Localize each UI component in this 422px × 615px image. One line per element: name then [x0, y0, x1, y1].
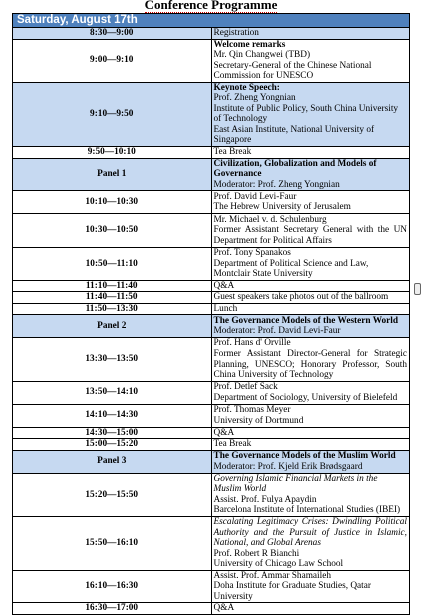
speaker-affiliation: Department of Political Science and Law, Montclair State University [213, 258, 369, 280]
table-row [13, 473, 410, 516]
table-row [13, 404, 410, 427]
speaker-name: Assist. Prof. Ammar Shamaileh [213, 570, 331, 581]
table-row [13, 147, 410, 159]
time-cell: 10:10—10:30 [13, 191, 212, 214]
table-row [13, 280, 410, 292]
panel-label: Panel 1 [13, 158, 212, 191]
event-text: Tea Break [213, 147, 252, 158]
speaker-affiliation: East Asian Institute, National University of Singapore [213, 124, 375, 146]
event-cell [211, 473, 410, 516]
programme-table [12, 13, 410, 615]
time-cell: 13:30—13:50 [13, 338, 212, 381]
event-cell [211, 404, 410, 427]
time-cell: 10:30—10:50 [13, 214, 212, 248]
speaker-name: Prof. David Levi-Faur [213, 191, 297, 202]
table-row [13, 214, 410, 248]
panel-label: Panel 2 [13, 315, 212, 338]
event-text: Q&A [213, 280, 235, 291]
day-header-row [13, 14, 410, 28]
event-cell [211, 450, 410, 473]
event-text: Lunch [213, 303, 238, 314]
table-row [13, 28, 410, 40]
session-heading: Welcome remarks [213, 39, 286, 50]
event-text: Tea Break [213, 439, 252, 450]
table-row [13, 338, 410, 381]
speaker-affiliation: The Hebrew University of Jerusalem [213, 202, 351, 213]
event-cell [211, 280, 410, 292]
event-cell [211, 39, 410, 82]
speaker-affiliation: Barcelona Institute of International Studies (IBEI) [213, 505, 401, 516]
event-cell [211, 516, 410, 570]
talk-title: Escalating Legitimacy Crises: Dwindling Political Authority and the Pursuit of Justice in Islamic, National, and Global Arenas [213, 516, 407, 549]
moderator: Moderator: Prof. David Levi-Faur [213, 326, 341, 337]
panel-row [13, 450, 410, 473]
event-cell [211, 338, 410, 381]
speaker-name: Mr. Michael v. d. Schulenburg [213, 214, 327, 225]
table-row [13, 603, 410, 615]
time-cell: 13:50—14:10 [13, 381, 212, 404]
time-cell: 8:30—9:00 [13, 28, 212, 40]
time-cell: 10:50—11:10 [13, 248, 212, 281]
speaker-name: Prof. Thomas Meyer [213, 405, 291, 416]
day-header: Saturday, August 17th [13, 14, 410, 28]
time-cell: 14:10—14:30 [13, 404, 212, 427]
table-row [13, 381, 410, 404]
time-cell: 16:10—16:30 [13, 570, 212, 603]
panel-row [13, 158, 410, 191]
speaker-name: Prof. Hans d' Orville [213, 338, 291, 349]
table-row [13, 427, 410, 439]
speaker-name: Assist. Prof. Fulya Apaydin [213, 494, 317, 505]
time-cell: 9:10—9:50 [13, 82, 212, 146]
time-cell: 11:50—13:30 [13, 303, 212, 315]
speaker-name: Prof. Zheng Yongnian [213, 93, 296, 104]
event-cell [211, 292, 410, 304]
speaker-name: Mr. Qin Changwei (TBD) [213, 50, 311, 61]
panel-row [13, 315, 410, 338]
event-text: Q&A [213, 427, 235, 438]
time-cell: 11:40—11:50 [13, 292, 212, 304]
panel-title: The Governance Models of the Muslim World [213, 451, 396, 462]
panel-label: Panel 3 [13, 450, 212, 473]
event-text: Registration [213, 28, 259, 38]
speaker-affiliation: Institute of Public Policy, South China University of Technology [213, 103, 399, 125]
table-row [13, 303, 410, 315]
document-title: Conference Programme [0, 0, 422, 12]
event-cell [211, 427, 410, 439]
event-cell [211, 82, 410, 146]
event-cell [211, 158, 410, 191]
event-cell [211, 315, 410, 338]
table-row [13, 191, 410, 214]
time-cell: 15:50—16:10 [13, 516, 212, 570]
table-row [13, 292, 410, 304]
table-row [13, 39, 410, 82]
time-cell: 15:20—15:50 [13, 473, 212, 516]
event-cell [211, 570, 410, 603]
speaker-affiliation: Department of Sociology, University of Bielefeld [213, 392, 398, 403]
event-cell [211, 214, 410, 248]
panel-title: The Governance Models of the Western World [213, 315, 399, 326]
event-cell [211, 147, 410, 159]
speaker-name: Prof. Detlef Sack [213, 382, 278, 393]
event-cell [211, 248, 410, 281]
table-row [13, 516, 410, 570]
speaker-affiliation: Former Assistant Secretary General with the UN Department for Political Affairs [213, 225, 407, 246]
event-cell [211, 28, 410, 40]
speaker-name: Prof. Tony Spanakos [213, 248, 291, 259]
resize-handle[interactable] [414, 283, 421, 295]
time-cell: 9:00—9:10 [13, 39, 212, 82]
speaker-affiliation: Doha Institute for Graduate Studies, Qatar University [213, 581, 371, 602]
table-row [13, 570, 410, 603]
event-text: Guest speakers take photos out of the ballroom [213, 292, 389, 303]
speaker-name: Prof. Robert R Bianchi [213, 548, 300, 559]
table-row [13, 82, 410, 146]
event-cell [211, 191, 410, 214]
speaker-affiliation: University of Dortmund [213, 415, 304, 426]
speaker-affiliation: University of Chicago Law School [213, 559, 344, 570]
time-cell: 14:30—15:00 [13, 427, 212, 439]
time-cell: 9:50—10:10 [13, 147, 212, 159]
time-cell: 15:00—15:20 [13, 439, 212, 451]
time-cell: 11:10—11:40 [13, 280, 212, 292]
table-row [13, 248, 410, 281]
event-cell [211, 603, 410, 615]
event-cell [211, 439, 410, 451]
speaker-affiliation: Former Assistant Director-General for Strategic Planning, UNESCO; Honorary Professor, South China University of Technology [213, 349, 407, 381]
talk-title: Governing Islamic Financial Markets in the Muslim World [213, 473, 378, 495]
moderator: Moderator: Prof. Zheng Yongnian [213, 179, 340, 190]
time-cell: 16:30—17:00 [13, 603, 212, 615]
event-cell [211, 303, 410, 315]
session-heading: Keynote Speech: [213, 82, 280, 93]
moderator: Moderator: Prof. Kjeld Erik Brødsgaard [213, 461, 363, 472]
speaker-affiliation: Secretary-General of the Chinese National Commission for UNESCO [213, 60, 372, 82]
event-text: Q&A [213, 603, 235, 614]
table-row [13, 439, 410, 451]
panel-title: Civilization, Globalization and Models of Governance [213, 158, 377, 180]
event-cell [211, 381, 410, 404]
